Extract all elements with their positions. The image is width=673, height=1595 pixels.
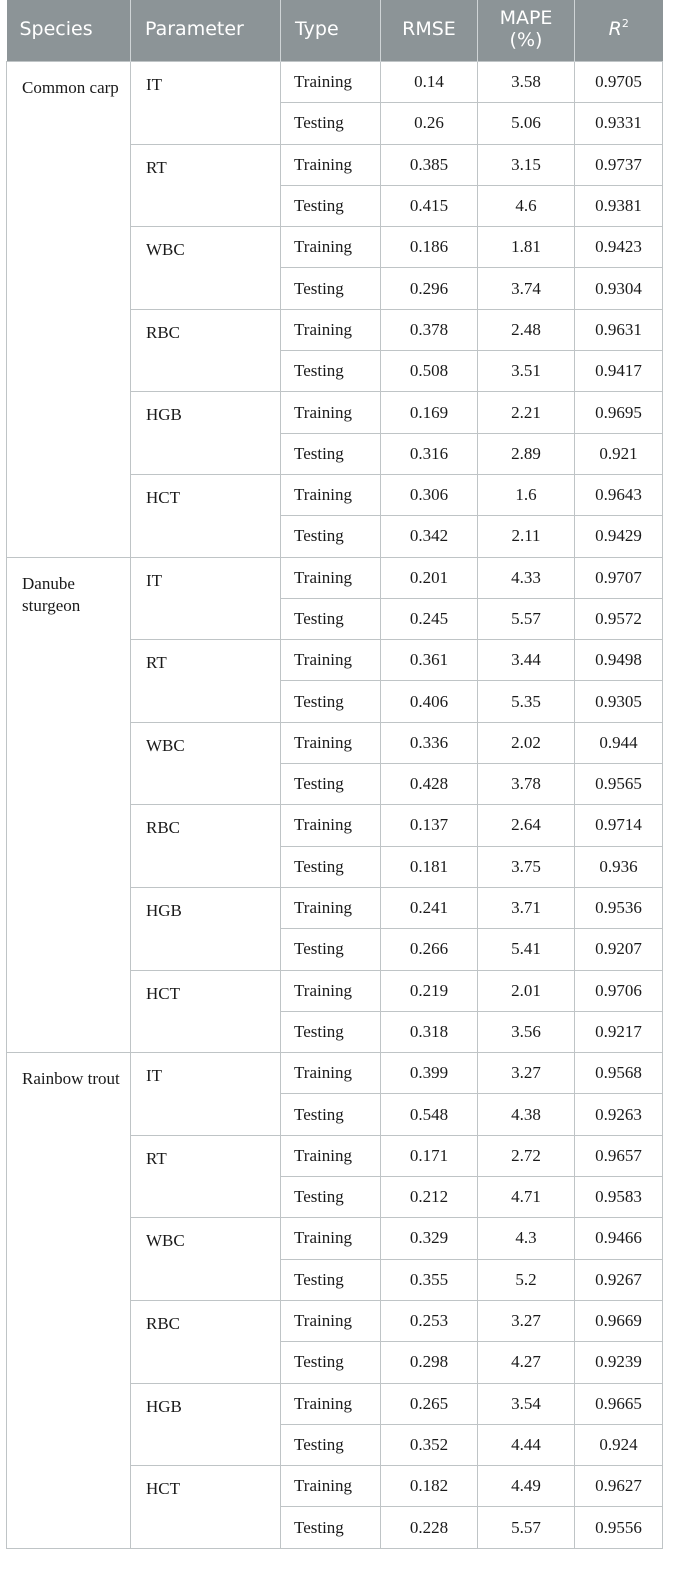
- header-species: Species: [7, 0, 131, 62]
- mape-cell: 1.81: [478, 227, 575, 268]
- r2-cell: 0.9572: [575, 598, 663, 639]
- type-cell: Testing: [281, 103, 381, 144]
- r2-cell: 0.9267: [575, 1259, 663, 1300]
- mape-cell: 4.6: [478, 185, 575, 226]
- parameter-cell: HCT: [131, 1466, 281, 1549]
- mape-cell: 5.06: [478, 103, 575, 144]
- type-cell: Training: [281, 1135, 381, 1176]
- r2-cell: 0.9217: [575, 1011, 663, 1052]
- r2-cell: 0.9423: [575, 227, 663, 268]
- rmse-cell: 0.171: [381, 1135, 478, 1176]
- type-cell: Testing: [281, 1424, 381, 1465]
- rmse-cell: 0.182: [381, 1466, 478, 1507]
- mape-cell: 5.57: [478, 1507, 575, 1548]
- r2-cell: 0.9239: [575, 1342, 663, 1383]
- parameter-cell: RT: [131, 640, 281, 723]
- r2-cell: 0.9706: [575, 970, 663, 1011]
- type-cell: Training: [281, 557, 381, 598]
- mape-cell: 3.27: [478, 1300, 575, 1341]
- header-mape-line1: MAPE: [499, 6, 553, 29]
- mape-cell: 2.89: [478, 433, 575, 474]
- mape-cell: 4.3: [478, 1218, 575, 1259]
- parameter-cell: WBC: [131, 1218, 281, 1301]
- parameter-cell: HGB: [131, 392, 281, 475]
- r2-cell: 0.9556: [575, 1507, 663, 1548]
- mape-cell: 5.57: [478, 598, 575, 639]
- r2-cell: 0.9304: [575, 268, 663, 309]
- species-cell: Danube sturgeon: [7, 557, 131, 1053]
- mape-cell: 2.64: [478, 805, 575, 846]
- rmse-cell: 0.329: [381, 1218, 478, 1259]
- rmse-cell: 0.181: [381, 846, 478, 887]
- r2-cell: 0.9714: [575, 805, 663, 846]
- type-cell: Testing: [281, 929, 381, 970]
- parameter-cell: IT: [131, 557, 281, 640]
- rmse-cell: 0.415: [381, 185, 478, 226]
- r2-cell: 0.9429: [575, 516, 663, 557]
- mape-cell: 3.56: [478, 1011, 575, 1052]
- rmse-cell: 0.253: [381, 1300, 478, 1341]
- type-cell: Training: [281, 62, 381, 103]
- type-cell: Testing: [281, 433, 381, 474]
- rmse-cell: 0.342: [381, 516, 478, 557]
- type-cell: Testing: [281, 268, 381, 309]
- r2-cell: 0.9568: [575, 1053, 663, 1094]
- type-cell: Training: [281, 722, 381, 763]
- header-mape: [478, 0, 575, 62]
- parameter-cell: RT: [131, 1135, 281, 1218]
- header-type: Type: [281, 0, 381, 62]
- mape-cell: 4.33: [478, 557, 575, 598]
- type-cell: Training: [281, 474, 381, 515]
- rmse-cell: 0.201: [381, 557, 478, 598]
- type-cell: Training: [281, 309, 381, 350]
- mape-cell: 3.74: [478, 268, 575, 309]
- rmse-cell: 0.169: [381, 392, 478, 433]
- r2-cell: 0.9669: [575, 1300, 663, 1341]
- mape-cell: 4.44: [478, 1424, 575, 1465]
- mape-cell: 3.71: [478, 887, 575, 928]
- type-cell: Testing: [281, 681, 381, 722]
- mape-cell: 3.44: [478, 640, 575, 681]
- type-cell: Testing: [281, 1342, 381, 1383]
- mape-cell: 5.2: [478, 1259, 575, 1300]
- species-cell: Common carp: [7, 62, 131, 558]
- mape-cell: 3.51: [478, 351, 575, 392]
- mape-cell: 5.41: [478, 929, 575, 970]
- type-cell: Training: [281, 970, 381, 1011]
- rmse-cell: 0.241: [381, 887, 478, 928]
- r2-cell: 0.9331: [575, 103, 663, 144]
- type-cell: Training: [281, 887, 381, 928]
- type-cell: Testing: [281, 598, 381, 639]
- r2-cell: 0.9695: [575, 392, 663, 433]
- header-r2: [575, 0, 663, 62]
- rmse-cell: 0.355: [381, 1259, 478, 1300]
- rmse-cell: 0.228: [381, 1507, 478, 1548]
- type-cell: Testing: [281, 1507, 381, 1548]
- table-row: [7, 62, 663, 103]
- r2-cell: 0.9705: [575, 62, 663, 103]
- rmse-cell: 0.378: [381, 309, 478, 350]
- r2-cell: 0.9583: [575, 1177, 663, 1218]
- results-table: [6, 0, 663, 1549]
- rmse-cell: 0.212: [381, 1177, 478, 1218]
- rmse-cell: 0.316: [381, 433, 478, 474]
- rmse-cell: 0.428: [381, 764, 478, 805]
- mape-cell: 3.75: [478, 846, 575, 887]
- rmse-cell: 0.219: [381, 970, 478, 1011]
- table-header: [7, 0, 663, 62]
- mape-cell: 2.72: [478, 1135, 575, 1176]
- type-cell: Training: [281, 640, 381, 681]
- mape-cell: 4.71: [478, 1177, 575, 1218]
- type-cell: Training: [281, 1383, 381, 1424]
- parameter-cell: HGB: [131, 1383, 281, 1466]
- mape-cell: 2.48: [478, 309, 575, 350]
- rmse-cell: 0.296: [381, 268, 478, 309]
- rmse-cell: 0.137: [381, 805, 478, 846]
- type-cell: Training: [281, 392, 381, 433]
- type-cell: Training: [281, 1218, 381, 1259]
- mape-cell: 3.27: [478, 1053, 575, 1094]
- mape-cell: 3.78: [478, 764, 575, 805]
- r2-cell: 0.944: [575, 722, 663, 763]
- parameter-cell: IT: [131, 62, 281, 145]
- type-cell: Training: [281, 1300, 381, 1341]
- rmse-cell: 0.306: [381, 474, 478, 515]
- type-cell: Training: [281, 1053, 381, 1094]
- parameter-cell: RBC: [131, 309, 281, 392]
- header-r2-sup: 2: [621, 16, 629, 30]
- type-cell: Testing: [281, 1259, 381, 1300]
- type-cell: Training: [281, 1466, 381, 1507]
- r2-cell: 0.9657: [575, 1135, 663, 1176]
- rmse-cell: 0.14: [381, 62, 478, 103]
- parameter-cell: HGB: [131, 887, 281, 970]
- parameter-cell: WBC: [131, 227, 281, 310]
- species-cell: Rainbow trout: [7, 1053, 131, 1549]
- type-cell: Training: [281, 144, 381, 185]
- mape-cell: 4.49: [478, 1466, 575, 1507]
- table-row: [7, 557, 663, 598]
- header-mape-line2: (%): [509, 28, 543, 51]
- rmse-cell: 0.548: [381, 1094, 478, 1135]
- rmse-cell: 0.399: [381, 1053, 478, 1094]
- parameter-cell: RT: [131, 144, 281, 227]
- mape-cell: 5.35: [478, 681, 575, 722]
- r2-cell: 0.9565: [575, 764, 663, 805]
- header-row: [7, 0, 663, 62]
- type-cell: Testing: [281, 764, 381, 805]
- r2-cell: 0.9707: [575, 557, 663, 598]
- rmse-cell: 0.361: [381, 640, 478, 681]
- mape-cell: 4.27: [478, 1342, 575, 1383]
- mape-cell: 2.02: [478, 722, 575, 763]
- r2-cell: 0.9627: [575, 1466, 663, 1507]
- rmse-cell: 0.385: [381, 144, 478, 185]
- rmse-cell: 0.186: [381, 227, 478, 268]
- parameter-cell: RBC: [131, 805, 281, 888]
- r2-cell: 0.924: [575, 1424, 663, 1465]
- mape-cell: 2.11: [478, 516, 575, 557]
- header-rmse: RMSE: [381, 0, 478, 62]
- type-cell: Testing: [281, 1094, 381, 1135]
- r2-cell: 0.9536: [575, 887, 663, 928]
- rmse-cell: 0.352: [381, 1424, 478, 1465]
- header-r2-base: R: [608, 17, 622, 40]
- mape-cell: 3.15: [478, 144, 575, 185]
- rmse-cell: 0.336: [381, 722, 478, 763]
- type-cell: Testing: [281, 185, 381, 226]
- rmse-cell: 0.318: [381, 1011, 478, 1052]
- r2-cell: 0.9381: [575, 185, 663, 226]
- rmse-cell: 0.406: [381, 681, 478, 722]
- mape-cell: 3.54: [478, 1383, 575, 1424]
- r2-cell: 0.9263: [575, 1094, 663, 1135]
- r2-cell: 0.9665: [575, 1383, 663, 1424]
- parameter-cell: HCT: [131, 970, 281, 1053]
- type-cell: Training: [281, 227, 381, 268]
- rmse-cell: 0.266: [381, 929, 478, 970]
- rmse-cell: 0.265: [381, 1383, 478, 1424]
- type-cell: Testing: [281, 1011, 381, 1052]
- mape-cell: 3.58: [478, 62, 575, 103]
- mape-cell: 1.6: [478, 474, 575, 515]
- parameter-cell: HCT: [131, 474, 281, 557]
- mape-cell: 2.01: [478, 970, 575, 1011]
- parameter-cell: IT: [131, 1053, 281, 1136]
- type-cell: Training: [281, 805, 381, 846]
- type-cell: Testing: [281, 1177, 381, 1218]
- type-cell: Testing: [281, 846, 381, 887]
- r2-cell: 0.9305: [575, 681, 663, 722]
- table-row: [7, 1053, 663, 1094]
- r2-cell: 0.9207: [575, 929, 663, 970]
- r2-cell: 0.9417: [575, 351, 663, 392]
- rmse-cell: 0.298: [381, 1342, 478, 1383]
- r2-cell: 0.9737: [575, 144, 663, 185]
- table-body: [7, 62, 663, 1549]
- r2-cell: 0.936: [575, 846, 663, 887]
- mape-cell: 2.21: [478, 392, 575, 433]
- r2-cell: 0.9466: [575, 1218, 663, 1259]
- r2-cell: 0.9631: [575, 309, 663, 350]
- rmse-cell: 0.26: [381, 103, 478, 144]
- r2-cell: 0.9643: [575, 474, 663, 515]
- type-cell: Testing: [281, 516, 381, 557]
- parameter-cell: WBC: [131, 722, 281, 805]
- type-cell: Testing: [281, 351, 381, 392]
- mape-cell: 4.38: [478, 1094, 575, 1135]
- rmse-cell: 0.245: [381, 598, 478, 639]
- rmse-cell: 0.508: [381, 351, 478, 392]
- parameter-cell: RBC: [131, 1300, 281, 1383]
- header-parameter: Parameter: [131, 0, 281, 62]
- r2-cell: 0.9498: [575, 640, 663, 681]
- r2-cell: 0.921: [575, 433, 663, 474]
